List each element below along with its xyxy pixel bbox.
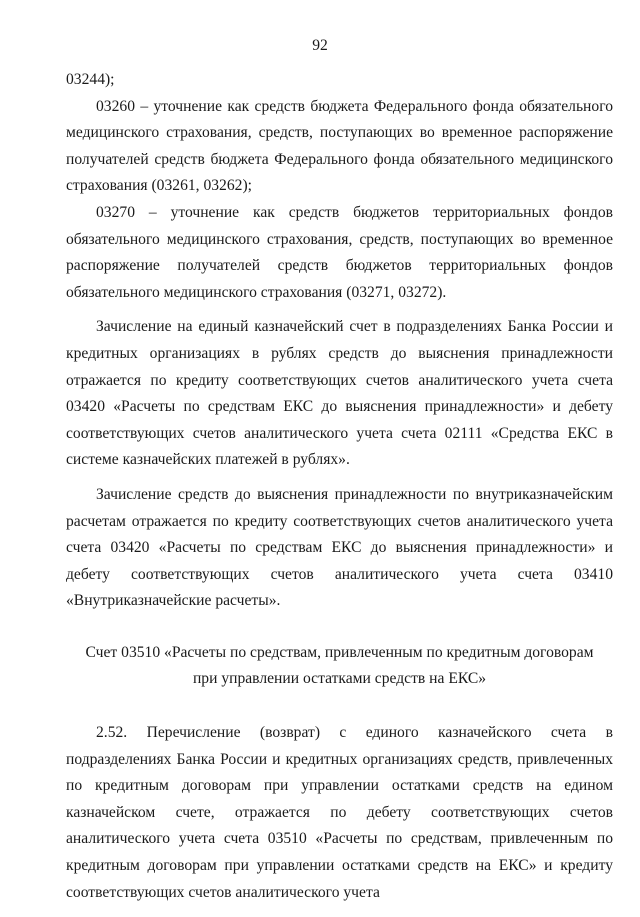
paragraph-ekс-crediting: Зачисление на единый казначейский счет в подразделениях Банка России и кредитных организациях в рублях средств до выяснения принадлежности отражается по кредиту соответствующих счетов аналитического учета счета 03420 «Расчеты по средствам ЕКС до выяснения принадлежности» и дебету соответствующих счетов аналитического учета счета 02111 «Средства ЕКС в системе казначейских платежей в рублях». [66,318,613,469]
paragraph-03260: 03260 – уточнение как средств бюджета Федерального фонда обязательного медицинского страхования, средств, поступающих во временное распоряжение получателей средств бюджета Федерального фонда обязательного медицинского страхования (03261, 03262); [66,97,613,195]
paragraph-03270: 03270 – уточнение как средств бюджетов территориальных фондов обязательного медицинского страхования, средств, поступающих во временное распоряжение получателей средств бюджетов территориальных фондов обязательного медицинского страхования (03271, 03272). [66,203,613,301]
paragraph-2-52: 2.52. Перечисление (возврат) с единого казначейского счета в подразделениях Банка России и кредитных организациях средств, привлеченных по кредитным договорам при управлении остатками средств на едином казначейском счете, отражается по дебету соответствующих счетов аналитического учета счета 03510 «Расчеты по средствам, привлеченным по кредитным договорам при управлении остатками средств на ЕКС» и кредиту соответствующих счетов аналитического учета [66,724,613,901]
page-number: 92 [312,37,328,54]
paragraph-continuation: 03244); [66,71,115,88]
document-body [66,67,613,906]
paragraph-internal-treasury: Зачисление средств до выяснения принадлежности по внутриказначейским расчетам отражается по кредиту соответствующих счетов аналитического учета счета 03420 «Расчеты по средствам ЕКС до выяснения принадлежности» и дебету соответствующих счетов аналитического учета счета 03410 «Внутриказначейские расчеты». [66,485,613,610]
section-heading: Счет 03510 «Расчеты по средствам, привлеченным по кредитным договорам при управлении остатками средств на ЕКС» [85,643,594,688]
